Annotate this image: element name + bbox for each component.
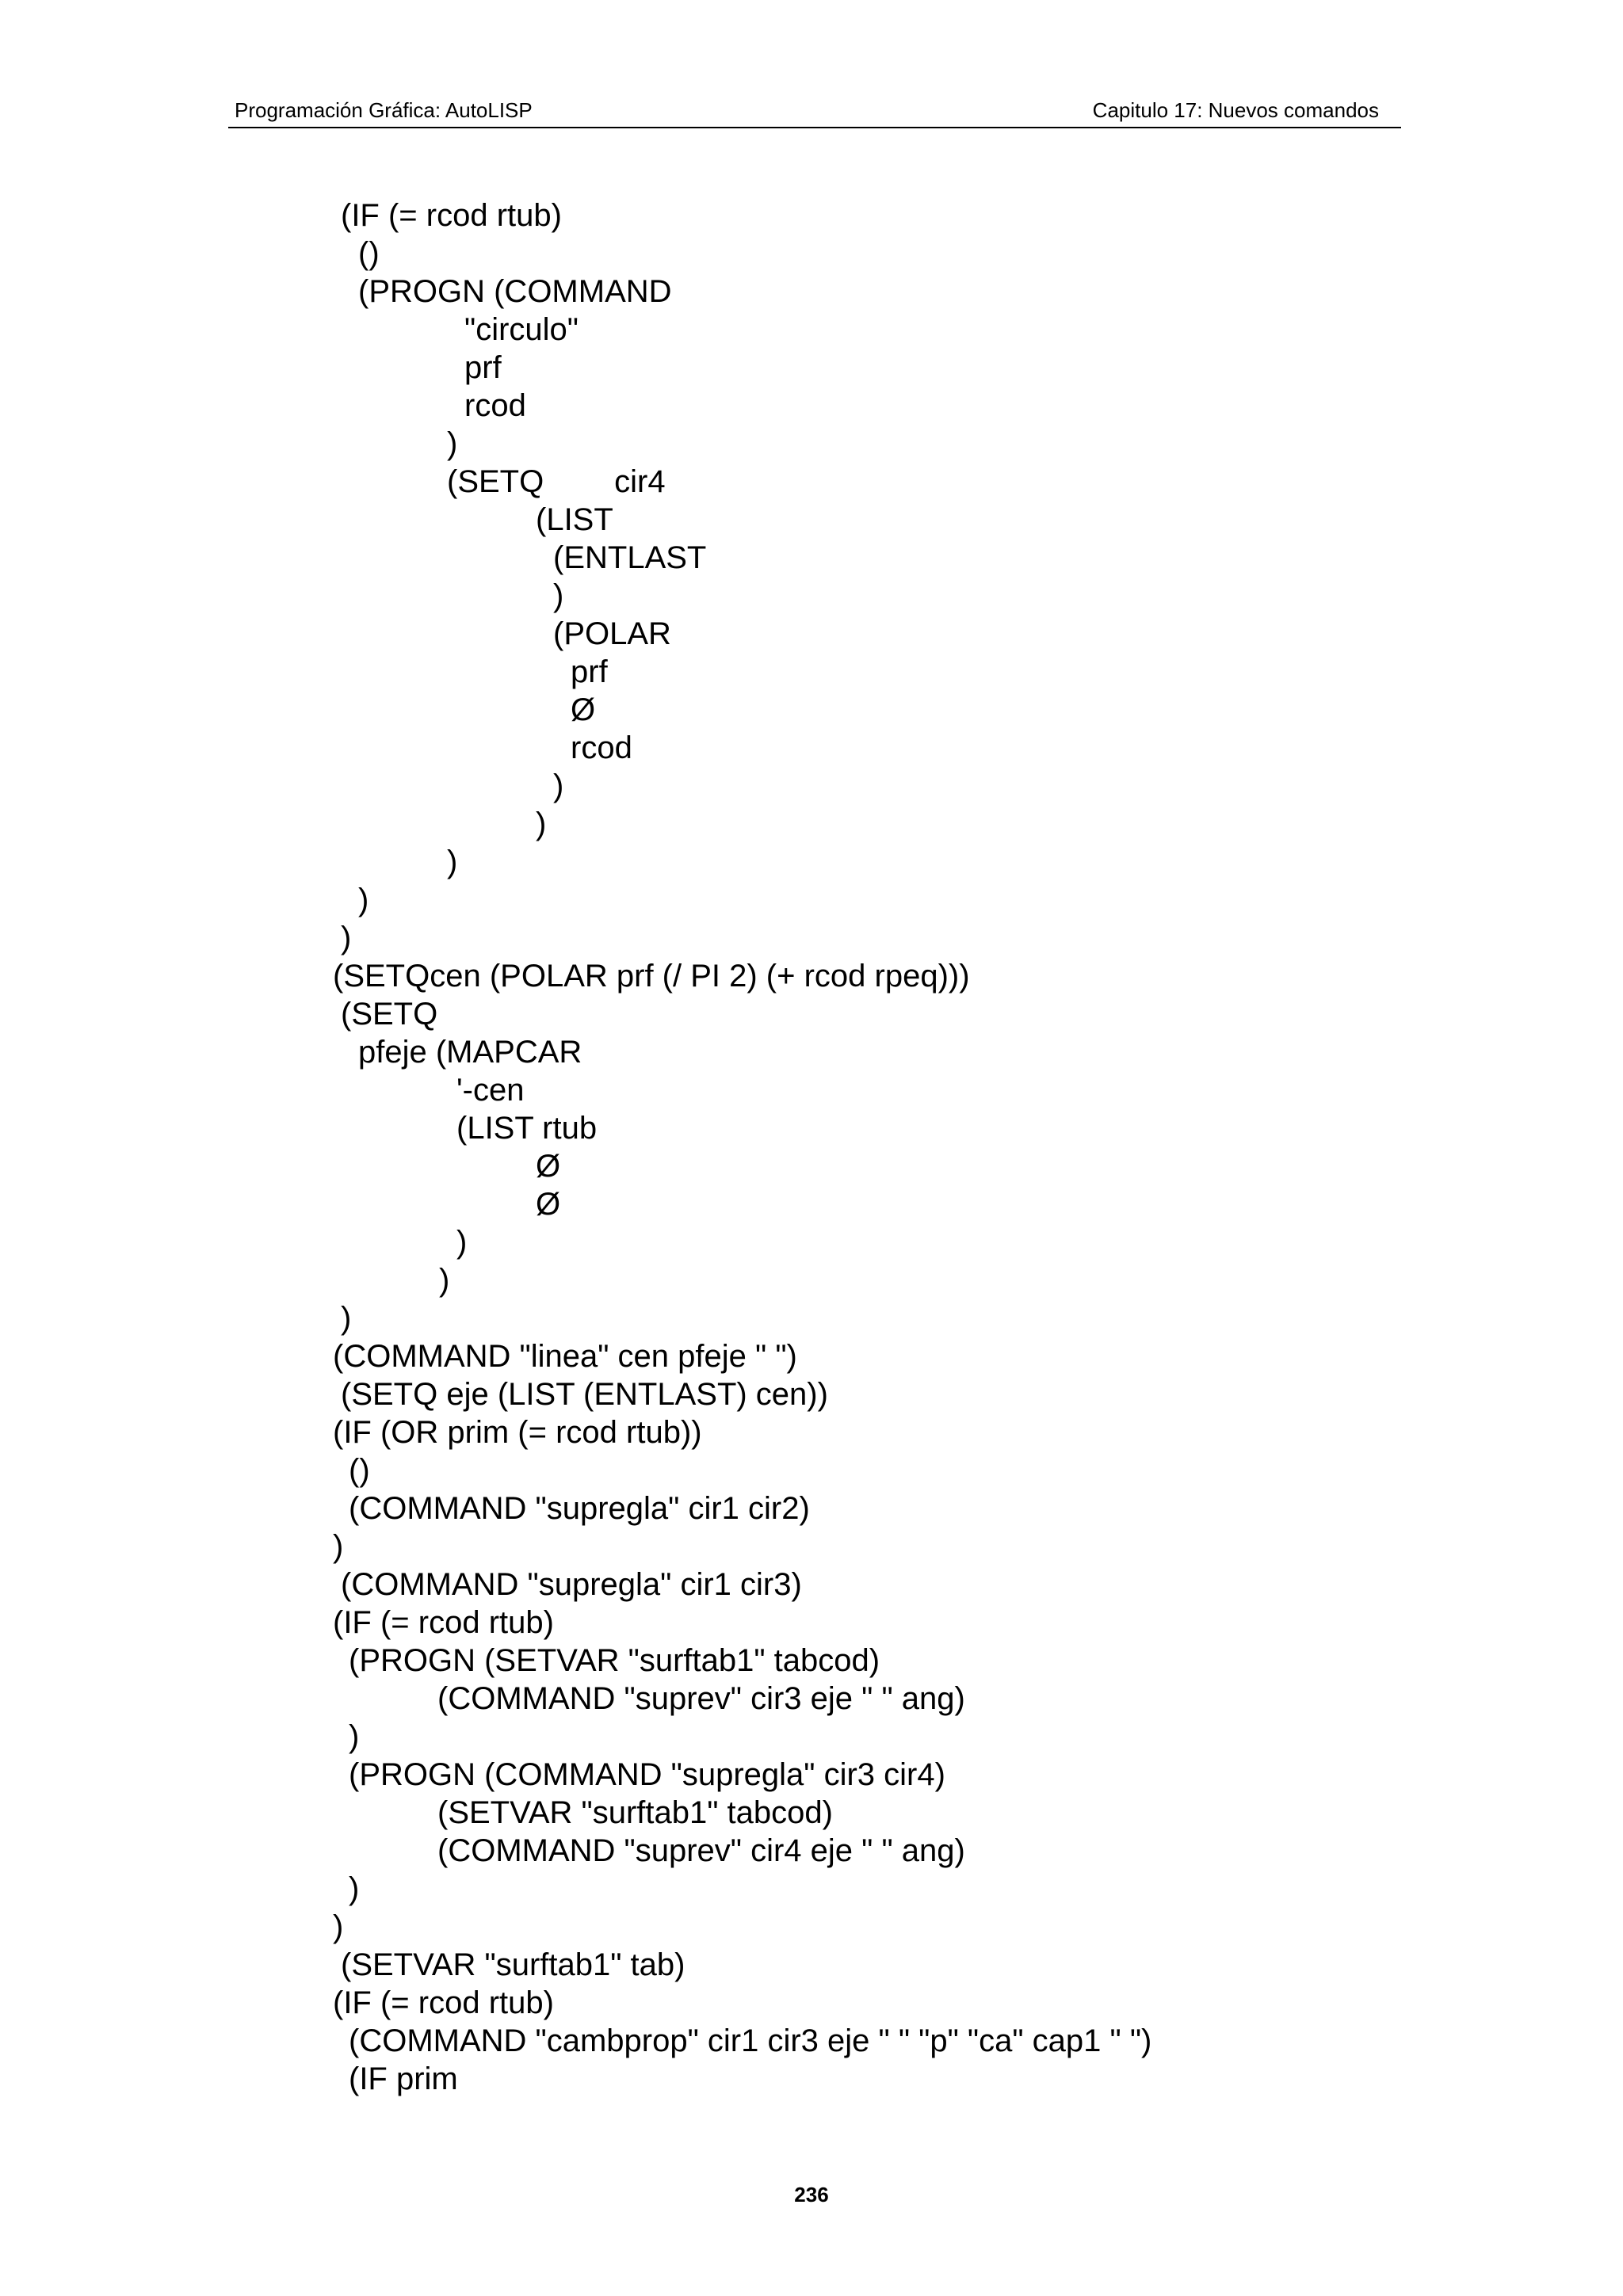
code-line: () [358,236,380,271]
code-line: ) [341,1301,352,1336]
code-line: ) [456,1225,468,1260]
code-line: prf [571,654,608,689]
code-line: (COMMAND "linea" cen pfeje " ") [333,1339,797,1374]
code-line: ) [349,1719,360,1754]
code-line: rcod [464,388,526,423]
code-line: (COMMAND "supregla" cir1 cir3) [341,1567,802,1602]
code-line: prf [464,350,502,385]
code-line: Ø [536,1149,561,1184]
code-line: (IF (OR prim (= rcod rtub)) [333,1415,702,1450]
header-chapter-title: Capitulo 17: Nuevos comandos [1092,98,1379,122]
page-number: 236 [794,2183,829,2206]
code-line: (SETQ eje (LIST (ENTLAST) cen)) [341,1377,828,1412]
code-line: ) [536,807,547,841]
code-line: (PROGN (SETVAR "surftab1" tabcod) [349,1643,880,1678]
code-line: '-cen [456,1073,525,1108]
code-line: (IF (= rcod rtub) [333,1605,554,1640]
code-line: (POLAR [553,616,671,651]
code-line: (SETVAR "surftab1" tabcod) [437,1795,833,1830]
code-line: (COMMAND "suprev" cir4 eje " " ang) [437,1833,965,1868]
code-line: (SETQ cir4 [447,464,666,499]
code-line: pfeje (MAPCAR [358,1035,582,1070]
code-line: (COMMAND "suprev" cir3 eje " " ang) [437,1681,965,1716]
code-line: ) [553,578,564,613]
code-line: ) [553,769,564,803]
code-line: ) [447,845,458,879]
code-line: Ø [536,1187,561,1222]
code-line: ) [333,1909,344,1944]
code-line: (SETQ [341,997,438,1032]
code-line: (PROGN (COMMAND "supregla" cir3 cir4) [349,1757,945,1792]
code-line: Ø [571,692,596,727]
code-line: (IF prim [349,2061,458,2096]
code-line: (ENTLAST [553,540,707,575]
code-line: (COMMAND "cambprop" cir1 cir3 eje " " "p" "ca" cap1 " ") [349,2023,1152,2058]
code-line: (IF (= rcod rtub) [333,1985,554,2020]
code-line: (COMMAND "supregla" cir1 cir2) [349,1491,810,1526]
code-line: () [349,1453,370,1488]
code-line: ) [333,1529,344,1564]
code-line: ) [349,1871,360,1906]
code-line: rcod [571,730,632,765]
code-line: (SETVAR "surftab1" tab) [341,1947,685,1982]
header-book-title: Programación Gráfica: AutoLISP [235,98,533,122]
code-line: (LIST [536,502,613,537]
code-line: (IF (= rcod rtub) [341,198,562,233]
code-line: ) [439,1263,450,1298]
code-line: ) [447,426,458,461]
code-line: "circulo" [464,312,579,347]
code-line: (LIST rtub [456,1111,598,1146]
code-line: ) [358,883,369,917]
code-line: ) [341,921,352,955]
code-line: (PROGN (COMMAND [358,274,672,309]
code-line: (SETQcen (POLAR prf (/ PI 2) (+ rcod rpeq))) [333,959,970,994]
